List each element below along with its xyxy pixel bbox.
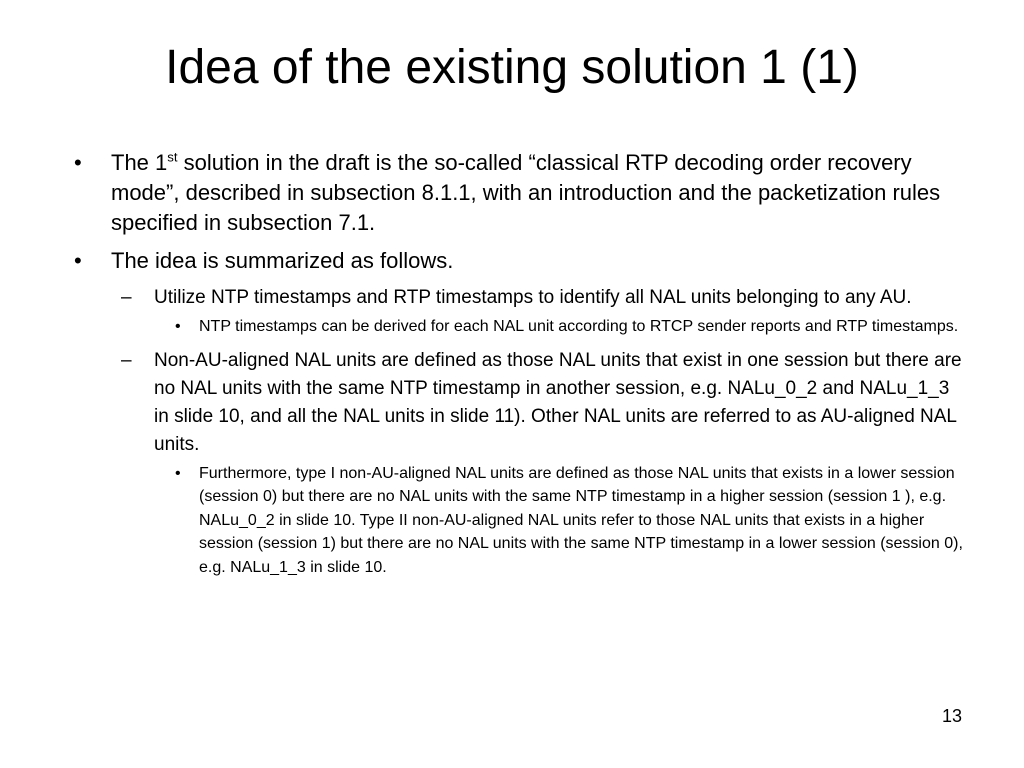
sub-sub-bullet-text: Furthermore, type I non-AU-aligned NAL units are defined as those NAL units that exists in a lower session (session 0) but there are no NAL units with the same NTP timestamp in a higher session (session 1 ), e.g. NALu_0_2 in slide 10. Type II non-AU-aligned NAL units refer to those NAL units that exists in a higher session (session 1) but there are no NAL units with the same NTP timestamp in a lower session (session 0), e.g. NALu_1_3 in slide 10. [199,464,963,576]
dash-icon: – [121,349,132,371]
bullet-dot-icon: • [175,318,181,335]
bullet-text-rest: solution in the draft is the so-called “classical RTP decoding order recovery mode”, described in subsection 8.1.1, with an introduction and the packetization rules specified in subsection 7.1. [111,150,941,235]
bullet-text-start: The 1 [111,150,168,175]
bullet-idea-summary [74,246,966,276]
page-number: 13 [941,706,962,726]
sub-bullet-ntp-rtp [111,284,966,312]
bullet-text [111,150,940,235]
bullet-dot-icon: • [74,248,82,273]
bullet-first-solution [74,148,966,238]
sub-sub-bullet-text: NTP timestamps can be derived for each NAL unit according to RTCP sender reports and RTP timestamps. [199,318,959,335]
sub-bullet-non-au-aligned [111,347,966,459]
sub-sub-bullet-type-definitions [154,462,966,580]
slide-body [74,148,966,587]
sub-sub-bullet-ntp-derived [154,315,966,339]
dash-icon: – [121,287,132,308]
sub-bullet-text: Utilize NTP timestamps and RTP timestamps to identify all NAL units belonging to any AU. [154,287,912,308]
ordinal-suffix: st [167,149,178,165]
bullet-dot-icon: • [74,150,82,175]
bullet-text: The idea is summarized as follows. [111,248,454,273]
bullet-dot-icon: • [175,464,181,482]
sub-bullet-text: Non-AU-aligned NAL units are defined as those NAL units that exist in one session but there are no NAL units with the same NTP timestamp in another session, e.g. NALu_0_2 and NALu_1_3 in slide 10, and all the NAL units in slide 11). Other NAL units are referred to as AU-aligned NAL units. [154,349,962,455]
slide-title: Idea of the existing solution 1 (1) [165,41,859,94]
